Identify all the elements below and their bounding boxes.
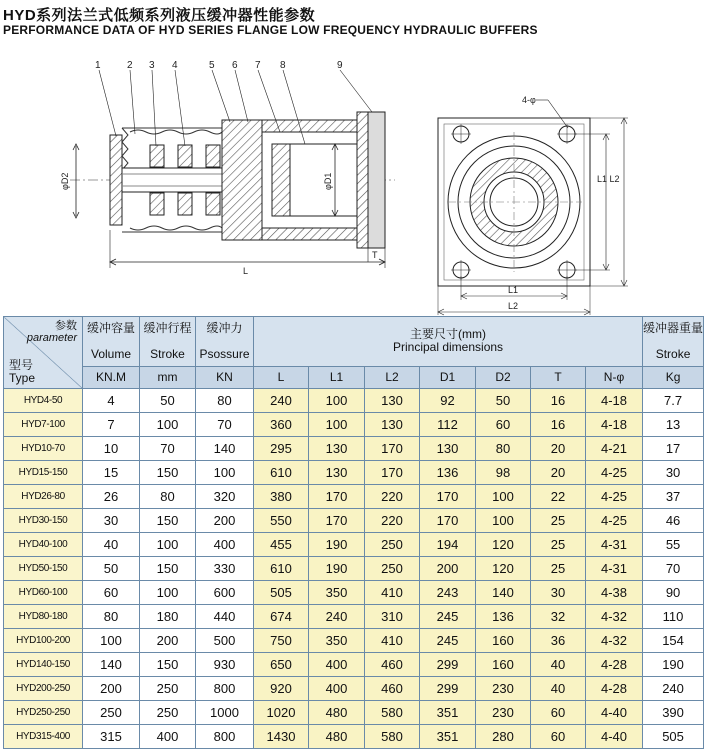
technical-drawing xyxy=(0,40,707,316)
table-cell: 610 xyxy=(254,461,309,485)
table-cell: 330 xyxy=(196,557,254,581)
table-cell: 230 xyxy=(476,677,531,701)
table-cell: 40 xyxy=(531,677,586,701)
table-cell: 320 xyxy=(196,485,254,509)
table-cell: 351 xyxy=(420,725,476,749)
table-cell: 110 xyxy=(643,605,704,629)
part-number: 4 xyxy=(172,60,178,71)
table-cell: 200 xyxy=(196,509,254,533)
table-cell: 15 xyxy=(83,461,140,485)
table-cell: 170 xyxy=(309,509,365,533)
model-type-cell: HYD15-150 xyxy=(4,461,83,485)
table-cell: 100 xyxy=(309,389,365,413)
table-cell: 190 xyxy=(643,653,704,677)
table-cell: 245 xyxy=(420,605,476,629)
table-cell: 80 xyxy=(140,485,196,509)
table-cell: 505 xyxy=(254,581,309,605)
table-cell: 150 xyxy=(140,461,196,485)
table-cell: 280 xyxy=(476,725,531,749)
table-cell: 4-25 xyxy=(586,509,643,533)
table-cell: 4-32 xyxy=(586,605,643,629)
dim-l-label: L xyxy=(243,266,249,276)
table-cell: 150 xyxy=(140,653,196,677)
table-row xyxy=(4,413,704,437)
table-cell: 20 xyxy=(531,437,586,461)
table-cell: 170 xyxy=(365,437,420,461)
table-cell: 250 xyxy=(83,701,140,725)
force-header: 缓冲力 Psossure xyxy=(196,317,254,367)
table-cell: 4-28 xyxy=(586,677,643,701)
table-cell: 130 xyxy=(365,413,420,437)
table-row xyxy=(4,437,704,461)
table-cell: 350 xyxy=(309,581,365,605)
page-title-en: PERFORMANCE DATA OF HYD SERIES FLANGE LOW FREQUENCY HYDRAULIC BUFFERS xyxy=(3,23,538,37)
table-cell: 170 xyxy=(420,485,476,509)
part-number: 8 xyxy=(280,60,286,71)
model-type-cell: HYD7-100 xyxy=(4,413,83,437)
table-cell: 800 xyxy=(196,725,254,749)
table-cell: 22 xyxy=(531,485,586,509)
weight-header: 缓冲器重量 Stroke xyxy=(643,317,704,367)
table-cell: 315 xyxy=(83,725,140,749)
part-number: 6 xyxy=(232,60,238,71)
part-number: 7 xyxy=(255,60,261,71)
table-cell: 160 xyxy=(476,653,531,677)
table-cell: 17 xyxy=(643,437,704,461)
table-cell: 674 xyxy=(254,605,309,629)
table-cell: 150 xyxy=(140,557,196,581)
unit-cell: L xyxy=(254,366,309,388)
table-cell: 550 xyxy=(254,509,309,533)
table-cell: 580 xyxy=(365,701,420,725)
table-cell: 460 xyxy=(365,653,420,677)
table-row xyxy=(4,701,704,725)
table-cell: 410 xyxy=(365,581,420,605)
table-cell: 80 xyxy=(196,389,254,413)
table-cell: 400 xyxy=(196,533,254,557)
table-cell: 4-18 xyxy=(586,413,643,437)
table-cell: 200 xyxy=(420,557,476,581)
table-cell: 100 xyxy=(140,413,196,437)
table-cell: 170 xyxy=(420,509,476,533)
table-cell: 160 xyxy=(476,629,531,653)
unit-cell: L2 xyxy=(365,366,420,388)
table-cell: 400 xyxy=(140,725,196,749)
dim-d1-label: φD1 xyxy=(323,172,333,190)
table-cell: 136 xyxy=(476,605,531,629)
table-cell: 440 xyxy=(196,605,254,629)
table-cell: 37 xyxy=(643,485,704,509)
table-cell: 50 xyxy=(83,557,140,581)
table-cell: 100 xyxy=(309,413,365,437)
table-cell: 170 xyxy=(365,461,420,485)
holes-label: 4-φ xyxy=(522,95,536,105)
table-cell: 351 xyxy=(420,701,476,725)
table-cell: 92 xyxy=(420,389,476,413)
table-cell: 40 xyxy=(531,653,586,677)
model-type-cell: HYD140-150 xyxy=(4,653,83,677)
table-cell: 220 xyxy=(365,509,420,533)
table-row xyxy=(4,725,704,749)
type-cn: 型号 xyxy=(9,358,34,372)
table-body xyxy=(4,389,704,749)
header-row xyxy=(4,317,704,367)
param-type-header xyxy=(4,317,83,389)
model-type-cell: HYD26-80 xyxy=(4,485,83,509)
part-number: 9 xyxy=(337,60,343,71)
unit-cell: mm xyxy=(140,366,196,388)
table-cell: 460 xyxy=(365,677,420,701)
table-cell: 30 xyxy=(643,461,704,485)
table-cell: 1020 xyxy=(254,701,309,725)
table-row xyxy=(4,653,704,677)
table-cell: 400 xyxy=(309,677,365,701)
table-cell: 140 xyxy=(83,653,140,677)
table-cell: 4-38 xyxy=(586,581,643,605)
model-type-cell: HYD250-250 xyxy=(4,701,83,725)
table-cell: 455 xyxy=(254,533,309,557)
table-cell: 130 xyxy=(420,437,476,461)
table-cell: 1430 xyxy=(254,725,309,749)
table-cell: 80 xyxy=(83,605,140,629)
table-cell: 100 xyxy=(196,461,254,485)
param-cn: 参数 xyxy=(55,320,77,332)
model-type-cell: HYD50-150 xyxy=(4,557,83,581)
table-cell: 25 xyxy=(531,533,586,557)
table-cell: 310 xyxy=(365,605,420,629)
table-cell: 190 xyxy=(309,533,365,557)
table-row xyxy=(4,629,704,653)
performance-table-wrap xyxy=(3,316,704,749)
table-cell: 299 xyxy=(420,677,476,701)
table-cell: 154 xyxy=(643,629,704,653)
dim-d2-label: φD2 xyxy=(60,172,70,190)
table-cell: 36 xyxy=(531,629,586,653)
table-cell: 580 xyxy=(365,725,420,749)
model-type-cell: HYD80-180 xyxy=(4,605,83,629)
unit-cell: D2 xyxy=(476,366,531,388)
table-cell: 50 xyxy=(476,389,531,413)
performance-table xyxy=(3,316,704,749)
table-cell: 98 xyxy=(476,461,531,485)
table-cell: 4-40 xyxy=(586,725,643,749)
model-type-cell: HYD10-70 xyxy=(4,437,83,461)
table-cell: 50 xyxy=(140,389,196,413)
table-cell: 112 xyxy=(420,413,476,437)
table-cell: 4-25 xyxy=(586,485,643,509)
table-cell: 20 xyxy=(531,461,586,485)
dim-l2-label: L2 xyxy=(508,301,519,311)
table-cell: 170 xyxy=(309,485,365,509)
type-en: Type xyxy=(9,371,36,385)
stroke-header: 缓冲行程 Stroke xyxy=(140,317,196,367)
table-cell: 4-28 xyxy=(586,653,643,677)
table-row xyxy=(4,389,704,413)
table-cell: 390 xyxy=(643,701,704,725)
unit-cell: D1 xyxy=(420,366,476,388)
table-cell: 194 xyxy=(420,533,476,557)
table-cell: 920 xyxy=(254,677,309,701)
table-cell: 40 xyxy=(83,533,140,557)
side-view xyxy=(70,70,395,268)
table-cell: 130 xyxy=(309,437,365,461)
table-cell: 7.7 xyxy=(643,389,704,413)
part-number: 2 xyxy=(127,60,133,71)
table-cell: 240 xyxy=(643,677,704,701)
table-cell: 240 xyxy=(254,389,309,413)
model-type-cell: HYD200-250 xyxy=(4,677,83,701)
table-cell: 16 xyxy=(531,413,586,437)
table-cell: 80 xyxy=(476,437,531,461)
front-view xyxy=(438,100,628,315)
table-cell: 4-40 xyxy=(586,701,643,725)
table-cell: 4-31 xyxy=(586,557,643,581)
unit-cell: KN xyxy=(196,366,254,388)
table-cell: 13 xyxy=(643,413,704,437)
table-cell: 30 xyxy=(531,581,586,605)
table-cell: 220 xyxy=(365,485,420,509)
table-cell: 250 xyxy=(365,557,420,581)
model-type-cell: HYD40-100 xyxy=(4,533,83,557)
table-cell: 140 xyxy=(476,581,531,605)
table-cell: 100 xyxy=(140,533,196,557)
unit-cell: T xyxy=(531,366,586,388)
table-cell: 4-32 xyxy=(586,629,643,653)
table-cell: 295 xyxy=(254,437,309,461)
table-cell: 600 xyxy=(196,581,254,605)
model-type-cell: HYD4-50 xyxy=(4,389,83,413)
table-row xyxy=(4,677,704,701)
dim-l1-label: L1 xyxy=(508,285,519,295)
table-cell: 180 xyxy=(140,605,196,629)
table-cell: 32 xyxy=(531,605,586,629)
table-cell: 120 xyxy=(476,533,531,557)
table-cell: 240 xyxy=(309,605,365,629)
table-cell: 243 xyxy=(420,581,476,605)
unit-cell: L1 xyxy=(309,366,365,388)
table-row xyxy=(4,485,704,509)
table-cell: 100 xyxy=(83,629,140,653)
table-cell: 930 xyxy=(196,653,254,677)
table-cell: 26 xyxy=(83,485,140,509)
model-type-cell: HYD60-100 xyxy=(4,581,83,605)
unit-cell: KN.M xyxy=(83,366,140,388)
table-cell: 299 xyxy=(420,653,476,677)
table-cell: 480 xyxy=(309,725,365,749)
table-cell: 245 xyxy=(420,629,476,653)
table-cell: 140 xyxy=(196,437,254,461)
table-cell: 750 xyxy=(254,629,309,653)
table-cell: 190 xyxy=(309,557,365,581)
table-cell: 10 xyxy=(83,437,140,461)
table-cell: 25 xyxy=(531,509,586,533)
table-cell: 150 xyxy=(140,509,196,533)
table-cell: 360 xyxy=(254,413,309,437)
table-cell: 70 xyxy=(196,413,254,437)
model-type-cell: HYD315-400 xyxy=(4,725,83,749)
dimensions-header: 主要尺寸(mm) Principal dimensions xyxy=(254,317,643,367)
table-cell: 16 xyxy=(531,389,586,413)
table-cell: 130 xyxy=(365,389,420,413)
table-cell: 480 xyxy=(309,701,365,725)
table-cell: 4-18 xyxy=(586,389,643,413)
table-cell: 200 xyxy=(140,629,196,653)
model-type-cell: HYD100-200 xyxy=(4,629,83,653)
table-cell: 100 xyxy=(476,509,531,533)
table-cell: 230 xyxy=(476,701,531,725)
param-en: parameter xyxy=(26,332,77,344)
table-cell: 250 xyxy=(140,701,196,725)
table-cell: 55 xyxy=(643,533,704,557)
table-cell: 60 xyxy=(83,581,140,605)
table-cell: 250 xyxy=(365,533,420,557)
part-number: 5 xyxy=(209,60,215,71)
table-cell: 46 xyxy=(643,509,704,533)
table-row xyxy=(4,557,704,581)
table-cell: 410 xyxy=(365,629,420,653)
table-row xyxy=(4,581,704,605)
table-cell: 1000 xyxy=(196,701,254,725)
table-row xyxy=(4,533,704,557)
table-cell: 100 xyxy=(476,485,531,509)
table-row xyxy=(4,605,704,629)
table-cell: 380 xyxy=(254,485,309,509)
table-cell: 70 xyxy=(643,557,704,581)
table-cell: 90 xyxy=(643,581,704,605)
table-cell: 60 xyxy=(476,413,531,437)
table-cell: 650 xyxy=(254,653,309,677)
table-row xyxy=(4,461,704,485)
dim-t-label: T xyxy=(372,250,378,260)
table-cell: 200 xyxy=(83,677,140,701)
table-cell: 250 xyxy=(140,677,196,701)
table-cell: 130 xyxy=(309,461,365,485)
table-cell: 610 xyxy=(254,557,309,581)
table-cell: 120 xyxy=(476,557,531,581)
table-cell: 400 xyxy=(309,653,365,677)
page-title-cn: HYD系列法兰式低频系列液压缓冲器性能参数 xyxy=(3,7,316,24)
model-type-cell: HYD30-150 xyxy=(4,509,83,533)
table-cell: 70 xyxy=(140,437,196,461)
table-cell: 60 xyxy=(531,701,586,725)
unit-cell: Kg xyxy=(643,366,704,388)
part-number: 1 xyxy=(95,60,101,71)
table-cell: 500 xyxy=(196,629,254,653)
part-numbers xyxy=(95,60,343,71)
table-cell: 30 xyxy=(83,509,140,533)
table-cell: 7 xyxy=(83,413,140,437)
units-row xyxy=(4,366,704,388)
unit-cell: N-φ xyxy=(586,366,643,388)
table-cell: 800 xyxy=(196,677,254,701)
part-number: 3 xyxy=(149,60,155,71)
table-cell: 4 xyxy=(83,389,140,413)
table-cell: 4-25 xyxy=(586,461,643,485)
table-cell: 60 xyxy=(531,725,586,749)
table-cell: 25 xyxy=(531,557,586,581)
table-cell: 350 xyxy=(309,629,365,653)
volume-header: 缓冲容量 Volume xyxy=(83,317,140,367)
table-cell: 100 xyxy=(140,581,196,605)
table-row xyxy=(4,509,704,533)
table-cell: 505 xyxy=(643,725,704,749)
dim-l1-l2-vertical-label: L1 L2 xyxy=(597,174,620,184)
table-cell: 4-31 xyxy=(586,533,643,557)
table-cell: 136 xyxy=(420,461,476,485)
table-cell: 4-21 xyxy=(586,437,643,461)
